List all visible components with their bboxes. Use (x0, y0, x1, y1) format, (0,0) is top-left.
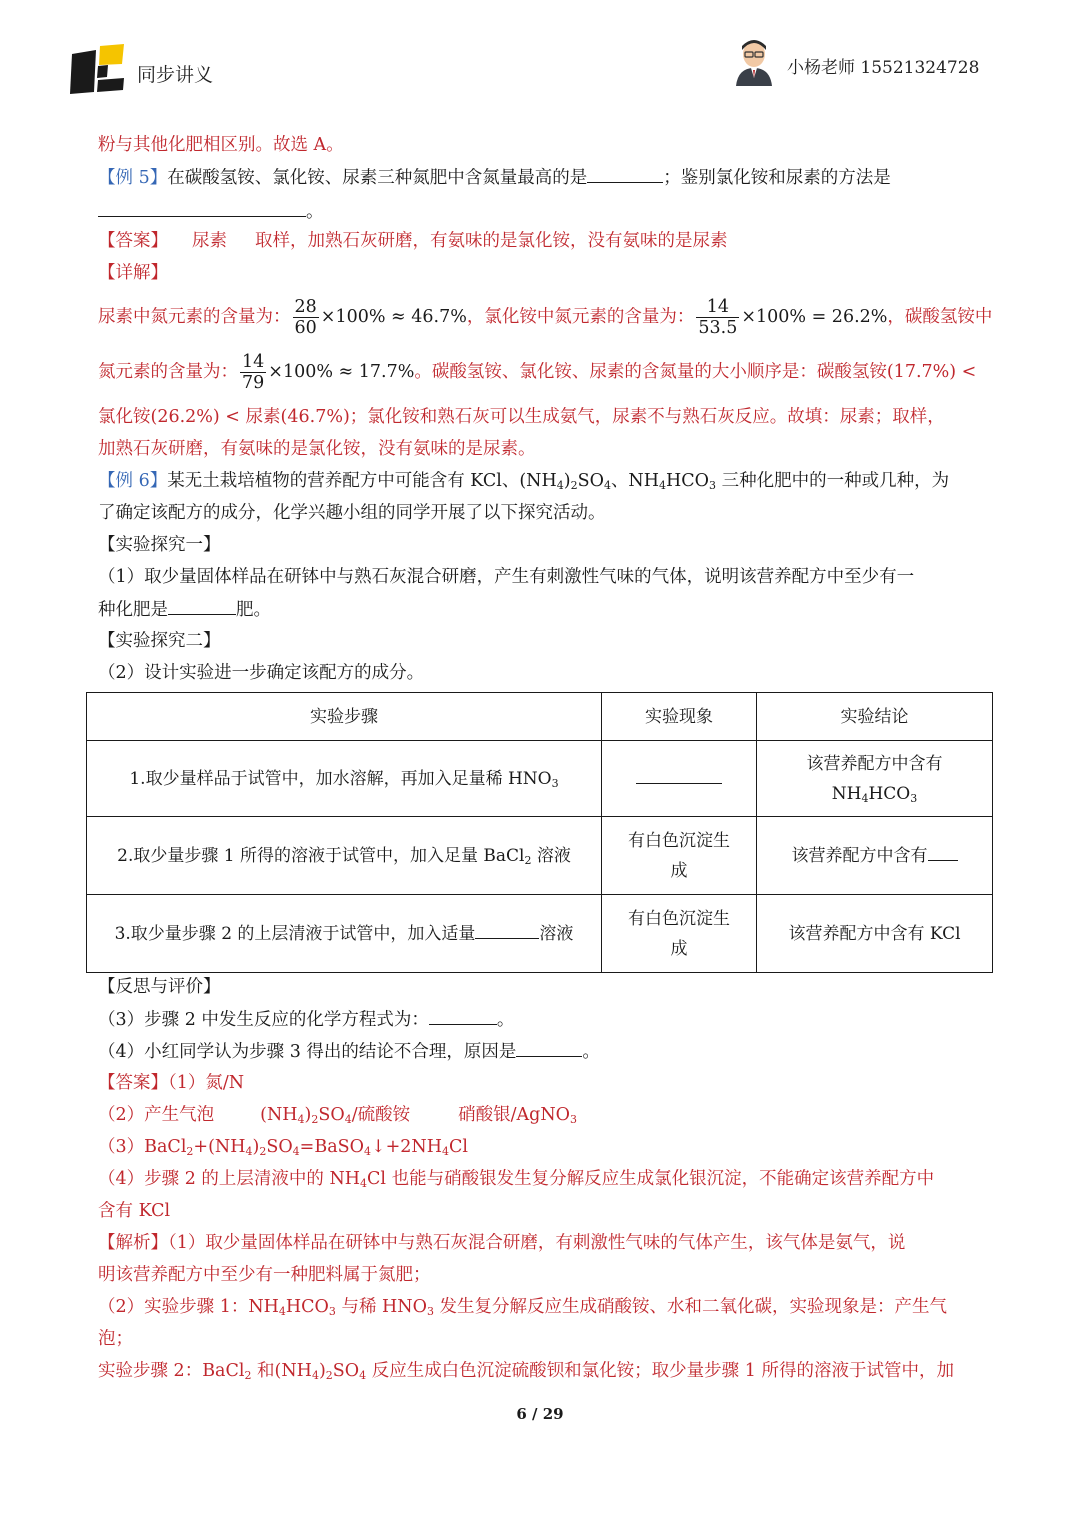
example-6-label: 【例 6】 (98, 471, 168, 491)
example-6-question: 【例 6】某无土栽培植物的营养配方中可能含有 KCl、$(NH_4)_2SO_4$、$NH_4HCO_3$ 三种化肥中的一种或几种，为 (98, 471, 950, 492)
example-5-question: 【例 5】在碳酸氢铵、氯化铵、尿素三种氮肥中含氮量最高的是 ；鉴别氯化铵和尿素的方法是 (98, 164, 891, 191)
table-row (87, 741, 993, 817)
section-heading: 【实验探究二】 (98, 631, 221, 651)
detail-line-2: 氮元素的含量为： $\frac{14}{79}$ ×100% ≈ 17.7%。碳酸氢铵、氯化铵、尿素的含氮量的大小顺序是：碳酸氢铵(17.7%) < (98, 352, 977, 393)
table-header-row (87, 693, 993, 741)
example-5-label: 【例 5】 (98, 168, 168, 188)
answer-4-cont: 含有 KCl (98, 1201, 171, 1221)
answer-blank (636, 765, 722, 784)
question-2: （2）设计实验进一步确定该配方的成分。 (98, 663, 425, 683)
fraction: $\frac{14}{53.5}$ (698, 297, 738, 338)
teacher-contact: 小杨老师 15521324728 (787, 58, 980, 78)
table-cell: 3.取少量步骤 2 的上层清液于试管中，加入适量 溶液 (87, 895, 602, 973)
table-cell (602, 741, 757, 817)
answer-4: （4）步骤 2 的上层清液中的 $NH_4Cl$ 也能与硝酸银发生复分解反应生成氯化银沉淀，不能确定该营养配方中 (98, 1169, 935, 1190)
example-5-question-end: 。 (98, 198, 324, 225)
page-number: 6 / 29 (516, 1405, 564, 1423)
analysis-2: （2）实验步骤 1：$NH_4HCO_3$ 与稀 $HNO_3$ 发生复分解反应生成硝酸铵、水和二氧化碳，实验现象是：产生气 (98, 1297, 948, 1318)
answer-blank (429, 1006, 497, 1025)
answer-blank (98, 198, 306, 217)
table-cell: 该营养配方中含有 KCl (757, 895, 993, 973)
detail-line-1: 尿素中氮元素的含量为： $\frac{28}{60}$ ×100% ≈ 46.7%，氯化铵中氮元素的含量为： $\frac{14}{53.5}$ ×100% = 26.2%，碳酸氢铵中 (98, 297, 993, 338)
example-5-answer: 【答案】 尿素 取样，加熟石灰研磨，有氨味的是氯化铵，没有氨味的是尿素 (98, 231, 728, 251)
continued-answer-line: 粉与其他化肥相区别。故选 A。 (98, 135, 344, 155)
table-cell: 有白色沉淀生 成 (602, 895, 757, 973)
answer-blank (516, 1038, 582, 1057)
table-cell: 该营养配方中含有 $NH_4HCO_3$ (757, 741, 993, 817)
fraction: $\frac{28}{60}$ (294, 297, 317, 338)
answer-3: $(3)BaCl_2+(NH_4)_2SO_4=BaSO_4↓+2NH_4Cl$ (98, 1137, 469, 1158)
page-header (0, 0, 1080, 110)
analysis-3: 实验步骤 2：BaCl$_2$ 和$(NH_4)_2SO_4$ 反应生成白色沉淀硫酸钡和氯化铵；取少量步骤 1 所得的溶液于试管中，加 (98, 1361, 954, 1382)
fraction: $\frac{14}{79}$ (242, 352, 265, 393)
question-3: （3）步骤 2 中发生反应的化学方程式为： 。 (98, 1006, 514, 1033)
question-1-cont: 种化肥是 肥。 (98, 596, 271, 623)
answer-blank (475, 920, 539, 939)
teacher-avatar-icon (732, 38, 776, 86)
detail-line-4: 加熟石灰研磨，有氨味的是氯化铵，没有氨味的是尿素。 (98, 439, 536, 459)
table-header: 实验结论 (757, 693, 993, 741)
example-6-question-cont: 了确定该配方的成分，化学兴趣小组的同学开展了以下探究活动。 (98, 503, 606, 523)
table-cell: 1.取少量样品于试管中，加水溶解，再加入足量稀 $HNO_3$ (87, 741, 602, 817)
table-cell: 2.取少量步骤 1 所得的溶液于试管中，加入足量 BaCl$_2$ 溶液 (87, 817, 602, 895)
example-5-detail-label: 【详解】 (98, 263, 168, 283)
answer-1: 【答案】（1）氮/N (98, 1073, 245, 1093)
logo-icon (68, 44, 126, 96)
question-4: （4）小红同学认为步骤 3 得出的结论不合理，原因是 。 (98, 1038, 600, 1065)
detail-line-3: 氯化铵(26.2%) < 尿素(46.7%)；氯化铵和熟石灰可以生成氨气，尿素不与熟石灰反应。故填：尿素；取样， (98, 407, 945, 427)
analysis-1: 【解析】（1）取少量固体样品在研钵中与熟石灰混合研磨，有刺激性气味的气体产生，该气体是氨气，说 (98, 1233, 906, 1253)
table-header: 实验现象 (602, 693, 757, 741)
answer-blank (928, 842, 958, 861)
section-heading: 【反思与评价】 (98, 977, 221, 997)
experiment-table (86, 692, 993, 973)
question-1: （1）取少量固体样品在研钵中与熟石灰混合研磨，产生有刺激性气味的气体，说明该营养配方中至少有一 (98, 567, 915, 587)
table-row (87, 895, 993, 973)
table-cell: 该营养配方中含有 (757, 817, 993, 895)
section-heading: 【实验探究一】 (98, 535, 221, 555)
answer-blank (168, 596, 236, 615)
answer-blank (587, 164, 663, 183)
table-row (87, 817, 993, 895)
table-header: 实验步骤 (87, 693, 602, 741)
table-cell: 有白色沉淀生 成 (602, 817, 757, 895)
brand-title: 同步讲义 (137, 64, 214, 86)
answer-2: （2）产生气泡 $(NH_4)_2SO_4/$硫酸铵 硝酸银/AgNO$_3$ (98, 1105, 578, 1126)
analysis-2-cont: 泡； (98, 1329, 133, 1349)
analysis-1-cont: 明该营养配方中至少有一种肥料属于氮肥； (98, 1265, 431, 1285)
